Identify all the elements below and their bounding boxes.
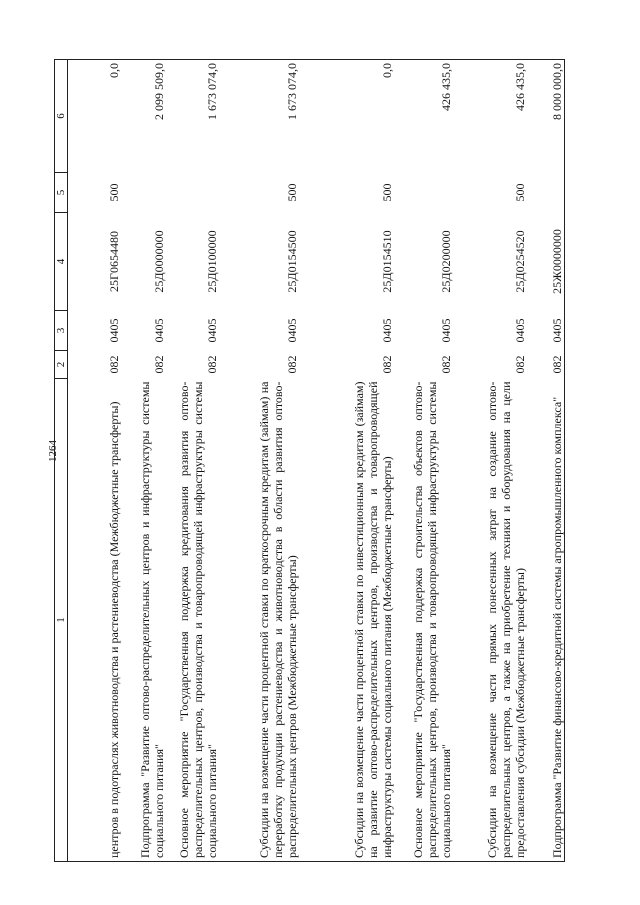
row-code-2: 082: [151, 355, 166, 374]
table-row: [68, 60, 121, 862]
table-row: [299, 60, 394, 862]
row-amount: 426 435,0: [394, 60, 453, 173]
row-amount: 1 673 074,0: [219, 60, 299, 173]
budget-table: [54, 59, 565, 862]
row-amount: 426 435,0: [453, 60, 527, 173]
row-code-2: 082: [379, 355, 394, 374]
table-row: [219, 60, 299, 862]
row-code-4: 25Ж0000000: [527, 213, 565, 311]
row-code-5: 500: [512, 183, 527, 202]
row-code-2: 082: [204, 355, 219, 374]
row-code-4: 25Г0654480: [106, 231, 121, 292]
budget-table-rotated: [54, 60, 564, 862]
row-code-4: 25Д0100000: [204, 230, 219, 293]
table-row: [394, 60, 453, 862]
row-code-3: 0405: [527, 311, 565, 351]
row-code-4: 25Д0000000: [151, 230, 166, 293]
row-code-2: 082: [438, 355, 453, 374]
row-name: Основное мероприятие "Государственная поддержка строительства объектов оптово-распределительных центров, производства и товаропроводящей инфраструктуры системы социального питания": [394, 379, 453, 862]
header-col-6: 6: [55, 60, 68, 173]
table-row: [121, 60, 166, 862]
row-amount: 0,0: [299, 60, 394, 173]
header-col-5: 5: [55, 173, 68, 213]
header-col-2: 2: [55, 351, 68, 379]
row-code-2: 082: [284, 355, 299, 374]
row-code-2: 082: [512, 355, 527, 374]
row-name: Подпрограмма "Развитие финансово-кредитной системы агропромышленного комплекса": [527, 379, 565, 862]
row-code-4: 25Д0154510: [379, 230, 394, 293]
row-amount: 1 673 074,0: [166, 60, 219, 173]
page-number: 1264: [47, 440, 59, 462]
row-amount: 8 000 000,0: [527, 60, 565, 173]
row-code-3: 0405: [379, 318, 394, 343]
row-code-2: 082: [527, 351, 565, 379]
row-code-3: 0405: [151, 318, 166, 343]
row-amount: 2 099 509,0: [121, 60, 166, 173]
row-code-5: [394, 173, 453, 213]
row-name: центров в подотраслях животноводства и растениеводства (Межбюджетные трансферты): [68, 379, 121, 862]
row-code-4: 25Д0254520: [512, 230, 527, 293]
row-code-3: 0405: [106, 318, 121, 343]
row-name: Субсидии на возмещение части процентной ставки по краткосрочным кредитам (займам) на переработку продукции растениеводства и животноводства в области развития оптово-распределительных центров (Межбюджетные трансферты): [219, 379, 299, 862]
table-row: [527, 60, 565, 862]
header-row: [55, 60, 68, 862]
row-code-4: 25Д0200000: [438, 230, 453, 293]
row-name: Подпрограмма "Развитие оптово-распределительных центров и инфраструктуры системы социального питания": [121, 379, 166, 862]
header-col-3: 3: [55, 311, 68, 351]
row-amount: 0,0: [68, 60, 121, 173]
row-code-4: 25Д0154500: [284, 230, 299, 293]
row-code-5: [121, 173, 166, 213]
row-code-2: 082: [106, 355, 121, 374]
row-code-3: 0405: [204, 318, 219, 343]
row-name: Субсидии на возмещение части прямых понесенных затрат на создание оптово-распределительных центров, а также на приобретение техники и оборудования на цели предоставления субсидии (Межбюджетные трансферты): [453, 379, 527, 862]
row-code-5: [527, 173, 565, 213]
header-col-1: 1: [55, 379, 68, 862]
row-code-5: [166, 173, 219, 213]
header-col-4: 4: [55, 213, 68, 311]
row-code-5: 500: [106, 183, 121, 202]
row-name: Основное мероприятие "Государственная поддержка кредитования развития оптово-распределительных центров, производства и товаропроводящей инфраструктуры системы социального питания": [166, 379, 219, 862]
table-row: [453, 60, 527, 862]
row-code-5: 500: [379, 183, 394, 202]
row-code-3: 0405: [284, 318, 299, 343]
row-code-3: 0405: [512, 318, 527, 343]
table-row: [166, 60, 219, 862]
row-code-5: 500: [284, 183, 299, 202]
row-name: Субсидии на возмещение части процентной ставки по инвестиционным кредитам (займам) на развитие оптово-распределительных центров, производства и товаропроводящей инфраструктуры системы социального питания (Межбюджетные трансферты): [299, 379, 394, 862]
row-code-3: 0405: [438, 318, 453, 343]
